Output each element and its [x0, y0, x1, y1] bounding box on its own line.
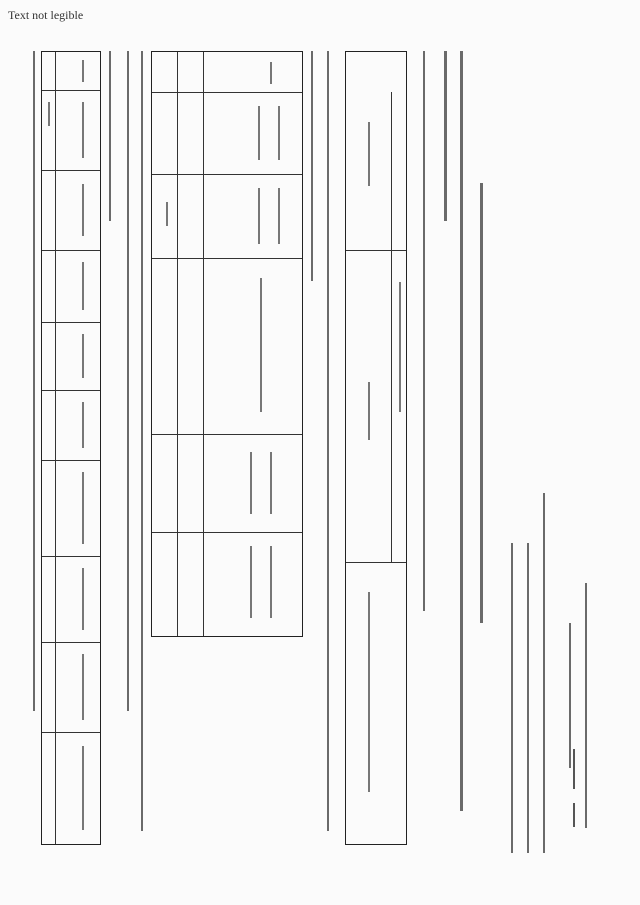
table-total-text-mark	[49, 102, 51, 126]
table-header-text-mark	[259, 188, 261, 244]
table-header-text-mark	[279, 188, 281, 244]
table-header-text-mark	[400, 282, 402, 412]
table-column-divider	[42, 322, 100, 323]
table-header-text-mark	[279, 106, 281, 160]
table-header-text-mark	[259, 106, 261, 160]
header-text-line	[543, 493, 545, 853]
table-row-divider	[55, 52, 56, 844]
table-column-divider	[152, 532, 302, 533]
budget-classification-table	[345, 51, 407, 845]
table-header-text-mark	[83, 102, 85, 158]
rotated-document-content	[25, 23, 615, 883]
handwritten-number-stroke	[573, 803, 575, 827]
table-row-divider	[203, 52, 204, 636]
table-row-divider	[391, 92, 392, 562]
table-column-divider	[152, 434, 302, 435]
section-heading-line	[327, 51, 329, 831]
document-text-placeholder: Text not legible	[8, 8, 84, 22]
footnote-text-line	[127, 51, 129, 711]
table-header-text-mark	[83, 262, 85, 310]
table-column-divider	[42, 732, 100, 733]
table-header-text-mark	[369, 122, 371, 186]
table-column-divider	[42, 170, 100, 171]
table-header-text-mark	[369, 382, 371, 440]
table-header-text-mark	[251, 546, 253, 618]
table-column-divider	[152, 258, 302, 259]
body-text-line	[423, 51, 425, 611]
table-column-divider	[42, 390, 100, 391]
table-header-text-mark	[261, 278, 263, 412]
handwritten-date-stroke	[573, 749, 575, 789]
table-column-divider	[42, 250, 100, 251]
title-text-line	[461, 51, 464, 811]
table-header-text-mark	[83, 334, 85, 378]
table-column-divider	[42, 556, 100, 557]
table-column-divider	[346, 562, 406, 563]
table-header-text-mark	[271, 546, 273, 618]
table-header-text-mark	[83, 746, 85, 830]
table-header-text-mark	[369, 592, 371, 792]
table-header-text-mark	[271, 452, 273, 514]
table-column-divider	[42, 642, 100, 643]
header-text-line	[511, 543, 513, 853]
title-text-line	[445, 51, 448, 221]
section-heading-line	[311, 51, 313, 281]
table-header-text-mark	[83, 568, 85, 630]
table-header-text-mark	[83, 654, 85, 720]
header-text-line	[569, 623, 571, 768]
footnote-text-line	[141, 51, 143, 831]
table-header-text-mark	[251, 452, 253, 514]
table-column-divider	[152, 92, 302, 93]
table-header-text-mark	[83, 60, 85, 82]
header-text-line	[585, 583, 587, 828]
table-header-text-mark	[83, 402, 85, 448]
title-text-line	[481, 183, 484, 623]
table-column-divider	[152, 174, 302, 175]
table-total-text-mark	[167, 202, 169, 226]
table-column-divider	[42, 90, 100, 91]
table-header-text-mark	[271, 62, 273, 84]
table-column-divider	[346, 250, 406, 251]
credit-obligations-table	[151, 51, 303, 637]
table-header-text-mark	[83, 472, 85, 544]
table-column-divider	[42, 460, 100, 461]
securities-table	[41, 51, 101, 845]
section-heading-line	[109, 51, 111, 221]
table-row-divider	[177, 52, 178, 636]
table-header-text-mark	[83, 184, 85, 236]
header-text-line	[527, 543, 529, 853]
footnote-text-line	[33, 51, 35, 711]
